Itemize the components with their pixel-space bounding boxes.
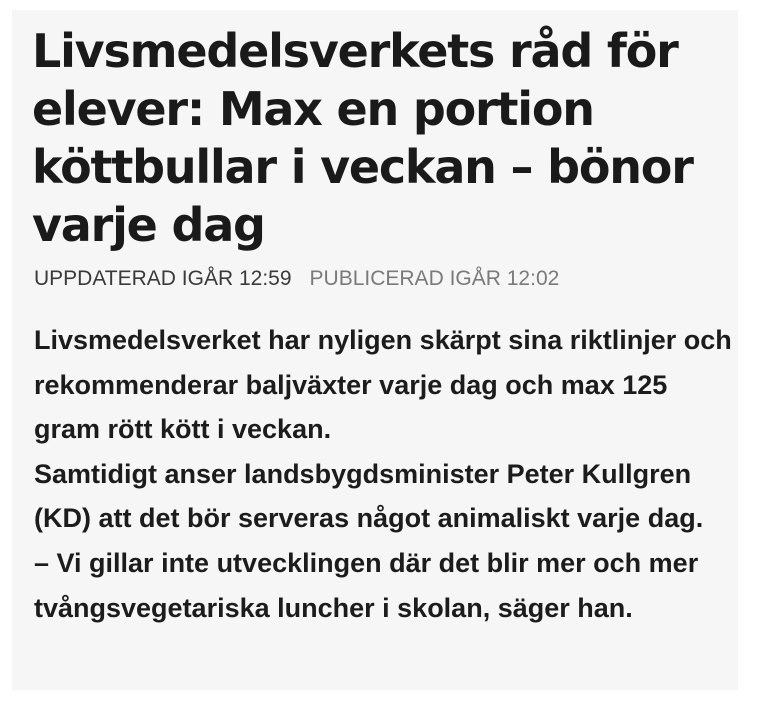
article-body — [34, 318, 734, 630]
article-paragraph: Samtidigt anser landsbygdsminister Peter Kullgren (KD) att det bör serveras något animaliskt varje dag. — [34, 458, 704, 534]
updated-timestamp: UPPDATERAD IGÅR 12:59 — [34, 267, 292, 290]
article-timestamps — [34, 265, 559, 293]
article-headline: Livsmedelsverkets råd för elever: Max en portion köttbullar i veckan – bönor varje dag — [32, 24, 693, 252]
published-timestamp: PUBLICERAD IGÅR 12:02 — [309, 267, 560, 290]
article-paragraph: Livsmedelsverket har nyligen skärpt sina riktlinjer och rekommenderar baljväxter varje dag och max 125 gram rött kött i veckan. — [34, 325, 732, 445]
article-paragraph: – Vi gillar inte utvecklingen där det blir mer och mer tvångsvegetariska luncher i skolan, säger han. — [34, 547, 699, 623]
